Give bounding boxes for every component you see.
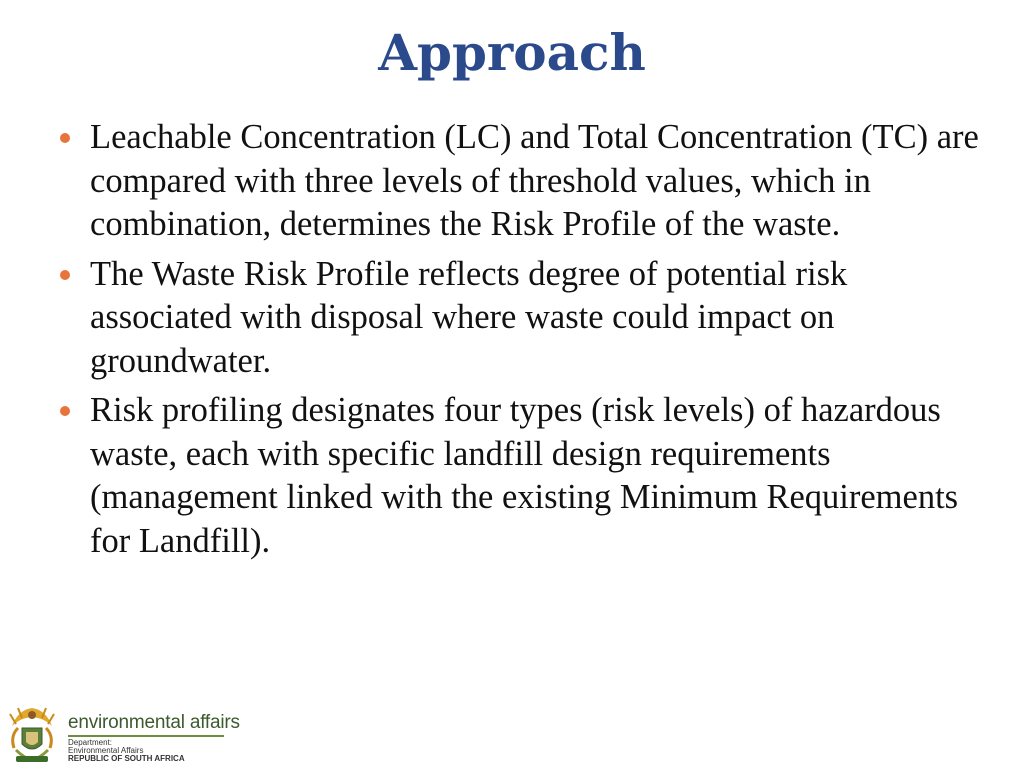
slide-title: Approach [378, 23, 646, 82]
logo-divider [68, 735, 224, 737]
logo-department: Department: [68, 738, 113, 747]
coat-of-arms-icon [4, 704, 60, 764]
bullet-item [60, 389, 995, 563]
bullet-text: Risk profiling designates four types (risk levels) of hazardous waste, each with specific landfill design requirements (management linked with the existing Minimum Requirements for Landfill). [90, 391, 959, 560]
department-logo [4, 704, 240, 764]
logo-country: REPUBLIC OF SOUTH AFRICA [68, 754, 185, 763]
bullet-item [60, 253, 995, 384]
logo-unit: Environmental Affairs [68, 746, 144, 755]
bullet-dot-icon [60, 406, 70, 416]
bullet-text: The Waste Risk Profile reflects degree of potential risk associated with disposal where waste could impact on groundwater. [90, 254, 848, 380]
bullet-item [60, 116, 995, 247]
bullet-dot-icon [60, 133, 70, 143]
bullet-list [60, 116, 995, 569]
bullet-dot-icon [60, 270, 70, 280]
bullet-text: Leachable Concentration (LC) and Total Concentration (TC) are compared with three levels of threshold values, which in combination, determines the Risk Profile of the waste. [90, 118, 979, 243]
logo-title: environmental affairs [68, 712, 240, 733]
